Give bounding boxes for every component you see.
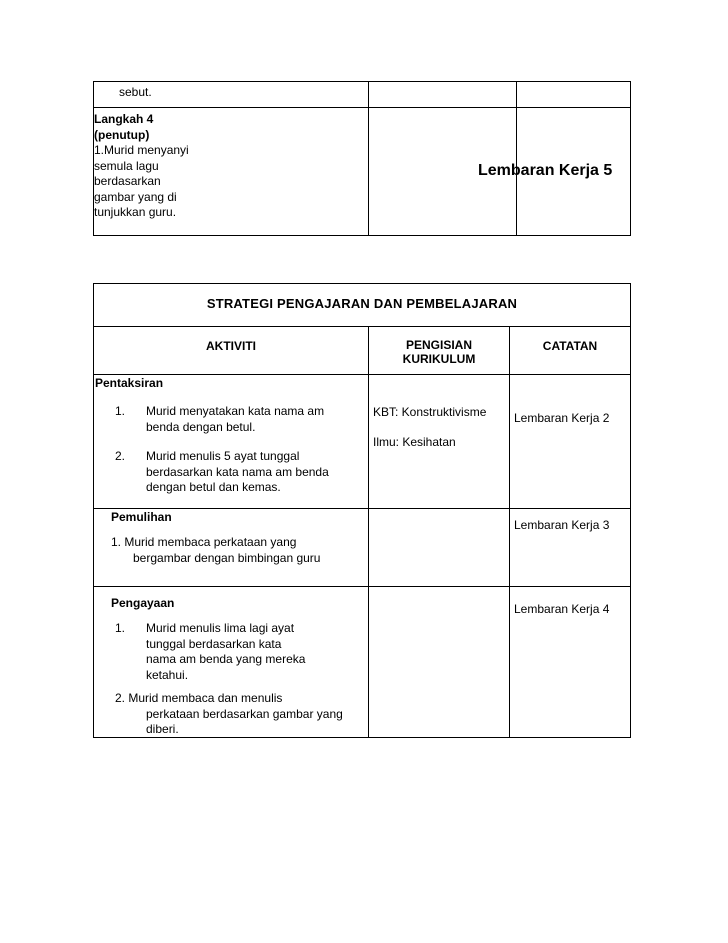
pentaksiran-item-2-line: berdasarkan kata nama am benda (146, 464, 329, 479)
pengayaan-item-2-line: 2. Murid membaca dan menulis (115, 691, 283, 705)
catatan-lembaran-2: Lembaran Kerja 2 (514, 411, 610, 425)
step-continuation-text: sebut. (119, 85, 152, 99)
pentaksiran-heading: Pentaksiran (95, 376, 164, 390)
langkah-line: berdasarkan (94, 174, 161, 188)
pengayaan-heading: Pengayaan (111, 596, 175, 610)
langkah-title: Langkah 4 (94, 112, 154, 126)
kurikulum-kbt: KBT: Konstruktivisme (373, 405, 487, 419)
pentaksiran-item-1-number: 1. (115, 404, 126, 418)
pentaksiran-item-2 (146, 449, 329, 496)
langkah-line: gambar yang di (94, 189, 177, 204)
header-pengisian-kurikulum (369, 338, 509, 366)
header-catatan: CATATAN (542, 339, 598, 353)
pemulihan-item-1 (111, 535, 320, 566)
pengayaan-item-1-line: nama am benda yang mereka (146, 652, 306, 666)
pentaksiran-item-1 (146, 404, 324, 435)
header-kurikulum-line: KURIKULUM (402, 352, 476, 366)
langkah-line: tunjukkan guru. (94, 205, 177, 219)
langkah-line: semula lagu (94, 158, 159, 173)
header-pengisian-line: PENGISIAN (405, 338, 472, 352)
pentaksiran-item-2-line: dengan betul dan kemas. (146, 480, 281, 494)
pengayaan-item-1-line: ketahui. (146, 667, 189, 682)
pentaksiran-item-2-line: Murid menulis 5 ayat tunggal (146, 449, 300, 463)
pentaksiran-item-1-line: benda dengan betul. (146, 419, 256, 434)
pemulihan-item-1-line: bergambar dengan bimbingan guru (133, 550, 321, 565)
langkah-subtitle: (penutup) (94, 127, 150, 142)
header-aktiviti: AKTIVITI (206, 339, 256, 353)
langkah-line: 1.Murid menyanyi (94, 143, 189, 157)
pengayaan-item-1-number: 1. (115, 621, 126, 635)
pengayaan-item-1-line: tunggal berdasarkan kata (146, 636, 282, 651)
catatan-lembaran-4: Lembaran Kerja 4 (514, 602, 610, 616)
catatan-lembaran-3: Lembaran Kerja 3 (514, 518, 610, 532)
langkah-4-cell (94, 112, 364, 221)
pentaksiran-item-2-number: 2. (115, 449, 126, 463)
pemulihan-heading: Pemulihan (111, 510, 172, 524)
pemulihan-item-1-line: 1. Murid membaca perkataan yang (111, 535, 297, 549)
pengayaan-item-2 (115, 691, 343, 738)
pengayaan-item-2-line: perkataan berdasarkan gambar yang (146, 706, 343, 721)
worksheet-label-5: Lembaran Kerja 5 (478, 162, 613, 179)
pengayaan-item-1 (146, 621, 305, 683)
pengayaan-item-2-line: diberi. (146, 722, 179, 736)
pentaksiran-item-1-line: Murid menyatakan kata nama am (146, 404, 325, 418)
kurikulum-ilmu: Ilmu: Kesihatan (373, 435, 456, 449)
strategy-table-title: STRATEGI PENGAJARAN DAN PEMBELAJARAN (206, 296, 518, 311)
pengayaan-item-1-line: Murid menulis lima lagi ayat (146, 621, 295, 635)
